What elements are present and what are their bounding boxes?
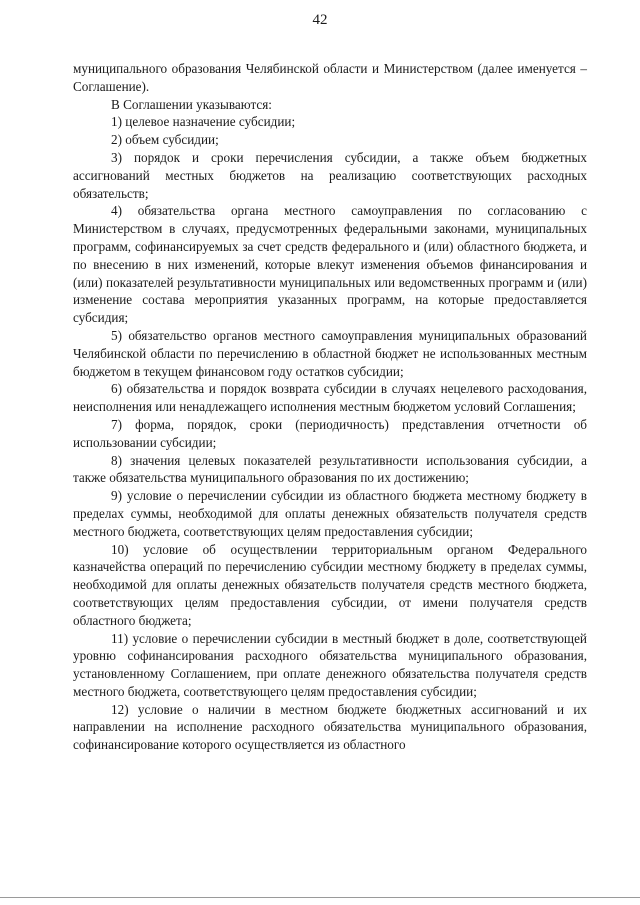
- list-item-1: 1) целевое назначение субсидии;: [111, 114, 296, 130]
- list-item-4: 4) обязательства органа местного самоуправления по согласованию с Министерством в случаях, предусмотренных федеральными законами, муниципальных программ, софинансируемых за счет средств федерального и (или) областного бюджета, и по внесению в них изменений, которые влекут изменения объемов финансирования и (или) показателей результативности муниципальных или ведомственных программ и (или) изменение состава мероприятия указанных программ, на которые предоставляется субсидия;: [73, 203, 587, 326]
- list-item-11: 11) условие о перечислении субсидии в местный бюджет в доле, соответствующей уровню софинансирования расходного обязательства муниципального образования, установленному Соглашением, при оплате денежного обязательства получателя средств местного бюджета, соответствующего целям предоставления субсидии;: [73, 630, 587, 699]
- list-item-7: 7) форма, порядок, сроки (периодичность) представления отчетности об использовании субсидии;: [73, 416, 587, 450]
- list-item-5: 5) обязательство органов местного самоуправления муниципальных образований Челябинской области по перечислению в областной бюджет не использованных местным бюджетом в текущем финансовом году остатков субсидии;: [73, 327, 587, 379]
- list-item-2: 2) объем субсидии;: [111, 132, 219, 148]
- list-item-3: 3) порядок и сроки перечисления субсидии, а также объем бюджетных ассигнований местных бюджетов на реализацию соответствующих расходных обязательств;: [73, 149, 587, 201]
- list-item-8: 8) значения целевых показателей результативности использования субсидии, а также обязательства муниципального образования по их достижению;: [73, 452, 587, 486]
- document-body: [73, 60, 587, 754]
- paragraph-intro: В Соглашении указываются:: [111, 96, 272, 112]
- list-item-6: 6) обязательства и порядок возврата субсидии в случаях нецелевого расходования, неисполнения или ненадлежащего исполнения местным бюджетом условий Соглашения;: [73, 381, 587, 415]
- paragraph-continuation: муниципального образования Челябинской области и Министерством (далее именуется – Соглашение).: [73, 61, 587, 94]
- list-item-9: 9) условие о перечислении субсидии из областного бюджета местному бюджету в пределах суммы, необходимой для оплаты денежных обязательств получателя средств местного бюджета, соответствующих целям предоставления субсидии;: [73, 488, 587, 539]
- page-bottom-edge: [0, 897, 640, 898]
- list-item-10: 10) условие об осуществлении территориальным органом Федерального казначейства операций по перечислению субсидии местному бюджету в пределах суммы, необходимой для оплаты денежных обязательств получателя средств местного бюджета, соответствующих целям предоставления субсидии, от имени получателя средств областного бюджета;: [73, 541, 587, 628]
- page-number: 42: [312, 12, 328, 28]
- list-item-12: 12) условие о наличии в местном бюджете бюджетных ассигнований и их направлении на исполнение расходного обязательства муниципального образования, софинансирование которого осуществляется из областного: [73, 701, 587, 753]
